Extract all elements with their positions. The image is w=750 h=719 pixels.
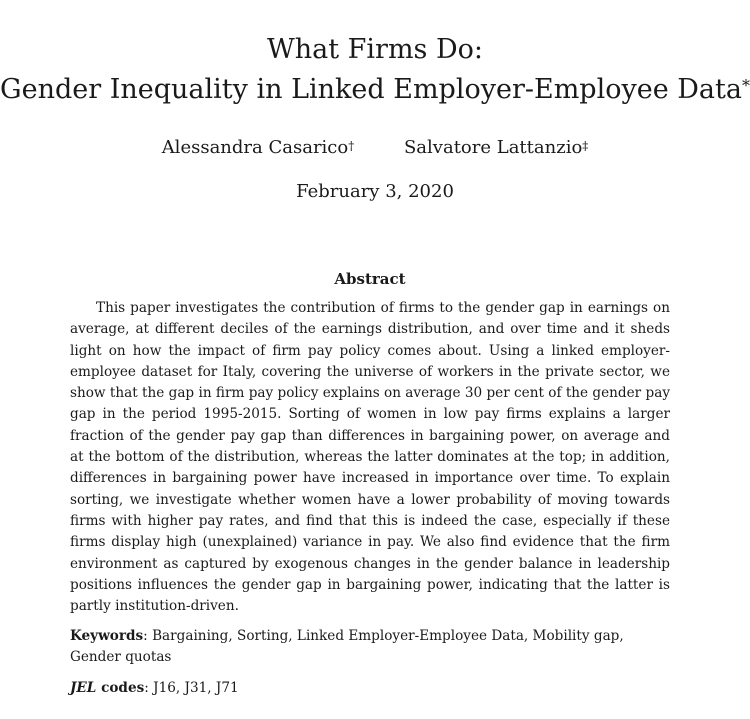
jel-label-italic: JEL bbox=[70, 680, 97, 696]
paper-title-line-2-text: Gender Inequality in Linked Employer-Employee Data bbox=[0, 74, 742, 105]
title-footnote-mark: * bbox=[741, 76, 750, 95]
author-list bbox=[0, 134, 750, 162]
abstract-text: This paper investigates the contribution of firms to the gender gap in earnings on average, at different deciles of the earnings distribution, and over time and it sheds light on how the impact of firm pay policy comes about. Using a linked employer-employee dataset for Italy, covering the universe of workers in the private sector, we show that the gap in firm pay policy explains on average 30 per cent of the gender pay gap in the period 1995-2015. Sorting of women in low pay firms explains a larger fraction of the gender pay gap than differences in bargaining power, on average and at the bottom of the distribution, whereas the latter dominates at the top; in addition, differences in bargaining power have increased in importance over time. To explain sorting, we investigate whether women have a lower probability of moving towards firms with higher pay rates, and find that this is indeed the case, especially if these firms display high (unexplained) variance in pay. We also find evidence that the firm environment as captured by exogenous changes in the gender balance in leadership positions influences the gender gap in bargaining power, indicating that the latter is partly institution-driven. bbox=[70, 300, 670, 615]
keywords-label: Keywords bbox=[70, 628, 144, 644]
publication-date: February 3, 2020 bbox=[296, 181, 454, 202]
keywords-separator: : bbox=[143, 628, 153, 644]
keywords-text: Bargaining, Sorting, Linked Employer-Employee Data, Mobility gap, Gender quotas bbox=[70, 628, 624, 666]
jel-codes-line bbox=[70, 678, 670, 699]
abstract-heading: Abstract bbox=[334, 270, 406, 288]
paper-title-line-1 bbox=[0, 30, 750, 70]
author-footnote-mark: ‡ bbox=[582, 139, 589, 153]
author-name: Alessandra Casarico bbox=[161, 137, 349, 158]
author-casarico bbox=[162, 134, 355, 162]
paper-title-line-1-text: What Firms Do: bbox=[267, 34, 483, 65]
jel-separator: : bbox=[144, 680, 154, 696]
jel-label-rest: codes bbox=[96, 680, 145, 696]
paper-title-line-2 bbox=[0, 70, 750, 110]
author-footnote-mark: † bbox=[348, 139, 355, 153]
jel-codes-text: J16, J31, J71 bbox=[153, 680, 239, 696]
author-name: Salvatore Lattanzio bbox=[403, 137, 583, 158]
keywords-line bbox=[70, 626, 675, 669]
author-lattanzio bbox=[404, 134, 588, 162]
